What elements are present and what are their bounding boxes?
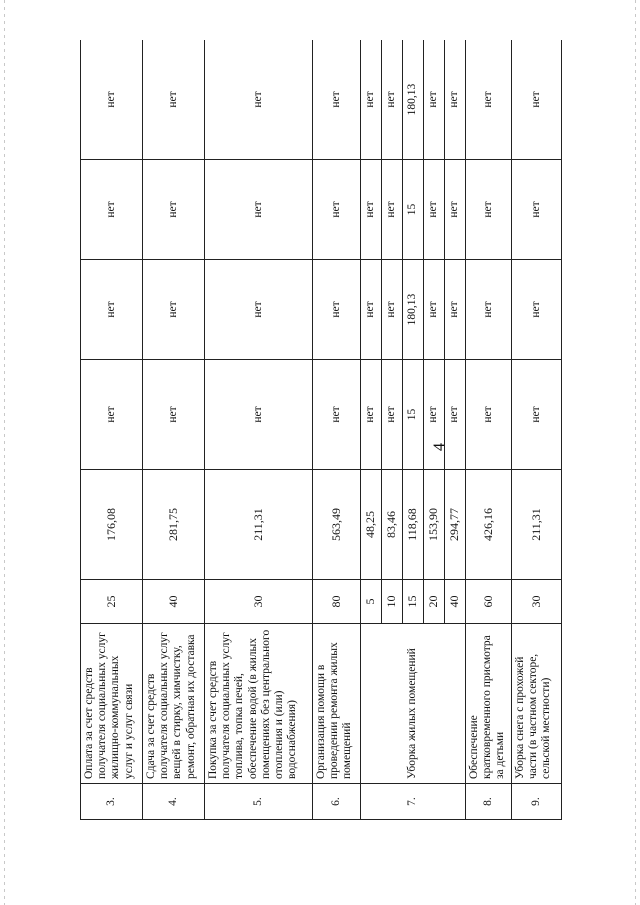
col-value-2: нет: [81, 260, 143, 360]
duration-minutes: 30: [512, 580, 562, 624]
rotated-table: [80, 40, 562, 820]
price-value: 426,16: [466, 470, 512, 580]
col-value-4: нет: [361, 40, 382, 160]
row-number: 3.: [81, 784, 143, 820]
duration-minutes: 10: [382, 580, 403, 624]
row-number: 5.: [205, 784, 313, 820]
tariff-table-container: [80, 40, 562, 820]
price-value: 153,90: [424, 470, 445, 580]
duration-minutes: 5: [361, 580, 382, 624]
col-value-1: нет: [445, 360, 466, 470]
scan-edge-right: [635, 0, 636, 905]
row-number: 6.: [313, 784, 361, 820]
col-value-4: нет: [313, 40, 361, 160]
service-name: Уборка снега с прохожей части (в частном секторе, сельской местности): [512, 624, 562, 784]
col-value-2: нет: [313, 260, 361, 360]
col-value-3: нет: [81, 160, 143, 260]
col-value-2: 180,13: [403, 260, 424, 360]
service-name: Организация помощи в проведении ремонта жилых помещений: [313, 624, 361, 784]
table-row: [313, 40, 361, 820]
price-value: 211,31: [205, 470, 313, 580]
price-value: 281,75: [143, 470, 205, 580]
col-value-2: нет: [143, 260, 205, 360]
col-value-1: нет: [143, 360, 205, 470]
services-table: [80, 40, 562, 820]
col-value-4: нет: [382, 40, 403, 160]
duration-minutes: 40: [143, 580, 205, 624]
price-value: 118,68: [403, 470, 424, 580]
service-name: Оплата за счет средств получателя социальных услуг жилищно-коммунальных услуг и услуг связи: [81, 624, 143, 784]
col-value-3: нет: [445, 160, 466, 260]
col-value-1: нет: [382, 360, 403, 470]
table-row: [361, 40, 382, 820]
price-value: 563,49: [313, 470, 361, 580]
col-value-1: нет: [361, 360, 382, 470]
col-value-4: 180,13: [403, 40, 424, 160]
service-name: Сдача за счет средств получателя социальных услуг вещей в стирку, химчистку, ремонт, обратная их доставка: [143, 624, 205, 784]
price-value: 48,25: [361, 470, 382, 580]
scan-edge-left: [4, 0, 5, 905]
col-value-4: нет: [512, 40, 562, 160]
col-value-4: нет: [445, 40, 466, 160]
page-number: 4: [431, 443, 448, 451]
service-name: Покупка за счет средств получателя социальных услуг топлива, топка печей, обеспечение водой (в жилых помещениях без центрального отопления и (или) водоснабжения): [205, 624, 313, 784]
col-value-2: нет: [512, 260, 562, 360]
col-value-1: нет: [466, 360, 512, 470]
col-value-4: нет: [205, 40, 313, 160]
row-number: 9.: [512, 784, 562, 820]
table-row: [512, 40, 562, 820]
col-value-4: нет: [466, 40, 512, 160]
price-value: 83,46: [382, 470, 403, 580]
price-value: 294,77: [445, 470, 466, 580]
service-name: Уборка жилых помещений: [361, 624, 466, 784]
col-value-2: нет: [424, 260, 445, 360]
col-value-2: нет: [361, 260, 382, 360]
col-value-1: нет: [81, 360, 143, 470]
table-row: [466, 40, 512, 820]
col-value-3: нет: [361, 160, 382, 260]
row-number: 7.: [361, 784, 466, 820]
row-number: 4.: [143, 784, 205, 820]
col-value-4: нет: [81, 40, 143, 160]
table-row: [205, 40, 313, 820]
price-value: 211,31: [512, 470, 562, 580]
col-value-3: нет: [424, 160, 445, 260]
col-value-2: нет: [466, 260, 512, 360]
duration-minutes: 60: [466, 580, 512, 624]
table-row: [81, 40, 143, 820]
col-value-1: 15: [403, 360, 424, 470]
col-value-2: нет: [445, 260, 466, 360]
duration-minutes: 25: [81, 580, 143, 624]
col-value-2: нет: [205, 260, 313, 360]
col-value-1: нет: [512, 360, 562, 470]
col-value-3: нет: [143, 160, 205, 260]
col-value-3: нет: [205, 160, 313, 260]
col-value-1: нет: [205, 360, 313, 470]
duration-minutes: 15: [403, 580, 424, 624]
col-value-2: нет: [382, 260, 403, 360]
col-value-1: нет: [313, 360, 361, 470]
duration-minutes: 30: [205, 580, 313, 624]
price-value: 176,08: [81, 470, 143, 580]
col-value-1: нет: [424, 360, 445, 470]
col-value-3: нет: [382, 160, 403, 260]
col-value-3: 15: [403, 160, 424, 260]
col-value-4: нет: [424, 40, 445, 160]
col-value-4: нет: [143, 40, 205, 160]
duration-minutes: 40: [445, 580, 466, 624]
col-value-3: нет: [512, 160, 562, 260]
col-value-3: нет: [313, 160, 361, 260]
duration-minutes: 20: [424, 580, 445, 624]
duration-minutes: 80: [313, 580, 361, 624]
table-row: [143, 40, 205, 820]
col-value-3: нет: [466, 160, 512, 260]
service-name: Обеспечение кратковременного присмотра за детьми: [466, 624, 512, 784]
row-number: 8.: [466, 784, 512, 820]
